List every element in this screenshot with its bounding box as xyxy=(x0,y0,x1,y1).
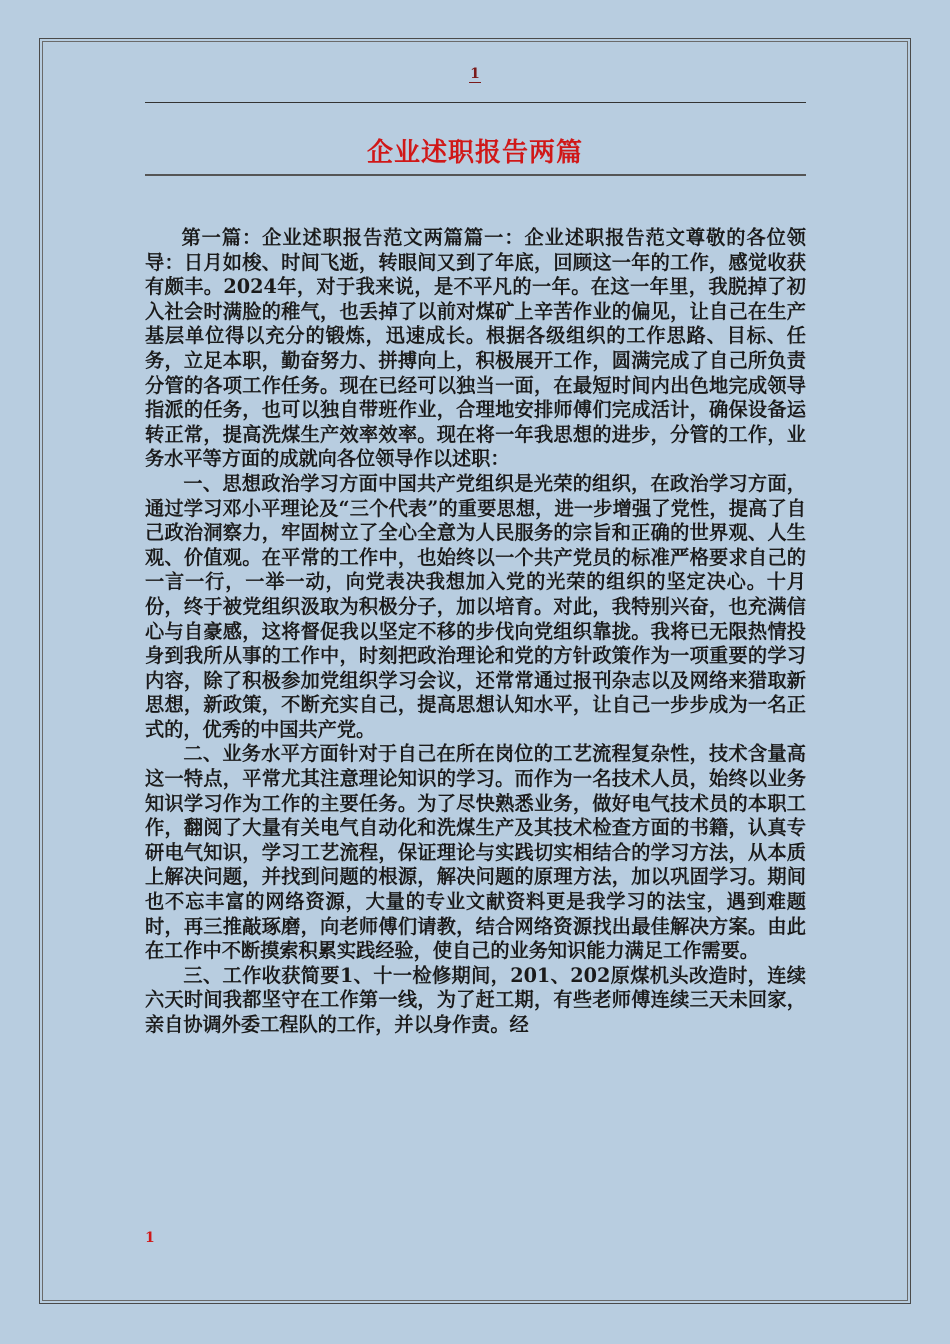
document-body xyxy=(145,226,806,1201)
footer-page-number: 1 xyxy=(145,1230,155,1246)
document-title: 企业述职报告两篇 xyxy=(366,138,583,168)
paragraph-intro: 第一篇：企业述职报告范文两篇篇一：企业述职报告范文尊敬的各位领导：日月如梭、时间飞逝，转眼间又到了年底，回顾这一年的工作，感觉收获有颇丰。2024年，对于我来说，是不平凡的一年。在这一年里，我脱掉了初入社会时满脸的稚气，也丢掉了以前对煤矿上辛苦作业的偏见，让自己在生产基层单位得以充分的锻炼，迅速成长。根据各级组织的工作思路、目标、任务，立足本职，勤奋努力、拼搏向上，积极展开工作，圆满完成了自己所负责分管的各项工作任务。现在已经可以独当一面，在最短时间内出色地完成领导指派的任务，也可以独自带班作业，合理地安排师傅们完成活计，确保设备运转正常，提高洗煤生产效率效率。现在将一年我思想的进步，分管的工作，业务水平等方面的成就向各位领导作以述职： xyxy=(145,226,806,471)
title-rule xyxy=(145,174,806,176)
paragraph-section-3: 三、工作收获简要1、十一检修期间，201、202原煤机头改造时，连续六天时间我都坚守在工作第一线，为了赶工期，有些老师傅连续三天未回家，亲自协调外委工程队的工作，并以身作责。经 xyxy=(145,963,806,1036)
paragraph-section-2: 二、业务水平方面针对于自己在所在岗位的工艺流程复杂性，技术含量高这一特点，平常尤其注意理论知识的学习。而作为一名技术人员，始终以业务知识学习作为工作的主要任务。为了尽快熟悉业务，做好电气技术员的本职工作，翻阅了大量有关电气自动化和洗煤生产及其技术检查方面的书籍，认真专研电气知识，学习工艺流程，保证理论与实践切实相结合的学习方法，从本质上解决问题，并找到问题的根源，解决问题的原理方法，加以巩固学习。期间也不忘丰富的网络资源，大量的专业文献资料更是我学习的法宝，遇到难题时，再三推敲琢磨，向老师傅们请教，结合网络资源找出最佳解决方案。由此在工作中不断摸索积累实践经验，使自己的业务知识能力满足工作需要。 xyxy=(145,742,806,963)
paragraph-section-1: 一、思想政治学习方面中国共产党组织是光荣的组织，在政治学习方面，通过学习邓小平理论及“三个代表”的重要思想，进一步增强了党性，提高了自己政治洞察力，牢固树立了全心全意为人民服务的宗旨和正确的世界观、人生观、价值观。在平常的工作中，也始终以一个共产党员的标准严格要求自己的一言一行，一举一动，向党表决我想加入党的光荣的组织的坚定决心。十月份，终于被党组织汲取为积极分子，加以培育。对此，我特别兴奋，也充满信心与自豪感，这将督促我以坚定不移的步伐向党组织靠拢。我将已无限热情投身到我所从事的工作中，时刻把政治理论和党的方针政策作为一项重要的学习内容，除了积极参加党组织学习会议，还常常通过报刊杂志以及网络来猎取新思想，新政策，不断充实自己，提高思想认知水平，让自己一步步成为一名正式的，优秀的中国共产党。 xyxy=(145,471,806,741)
header-page-number: 1 xyxy=(470,66,480,82)
header-rule xyxy=(145,102,806,103)
